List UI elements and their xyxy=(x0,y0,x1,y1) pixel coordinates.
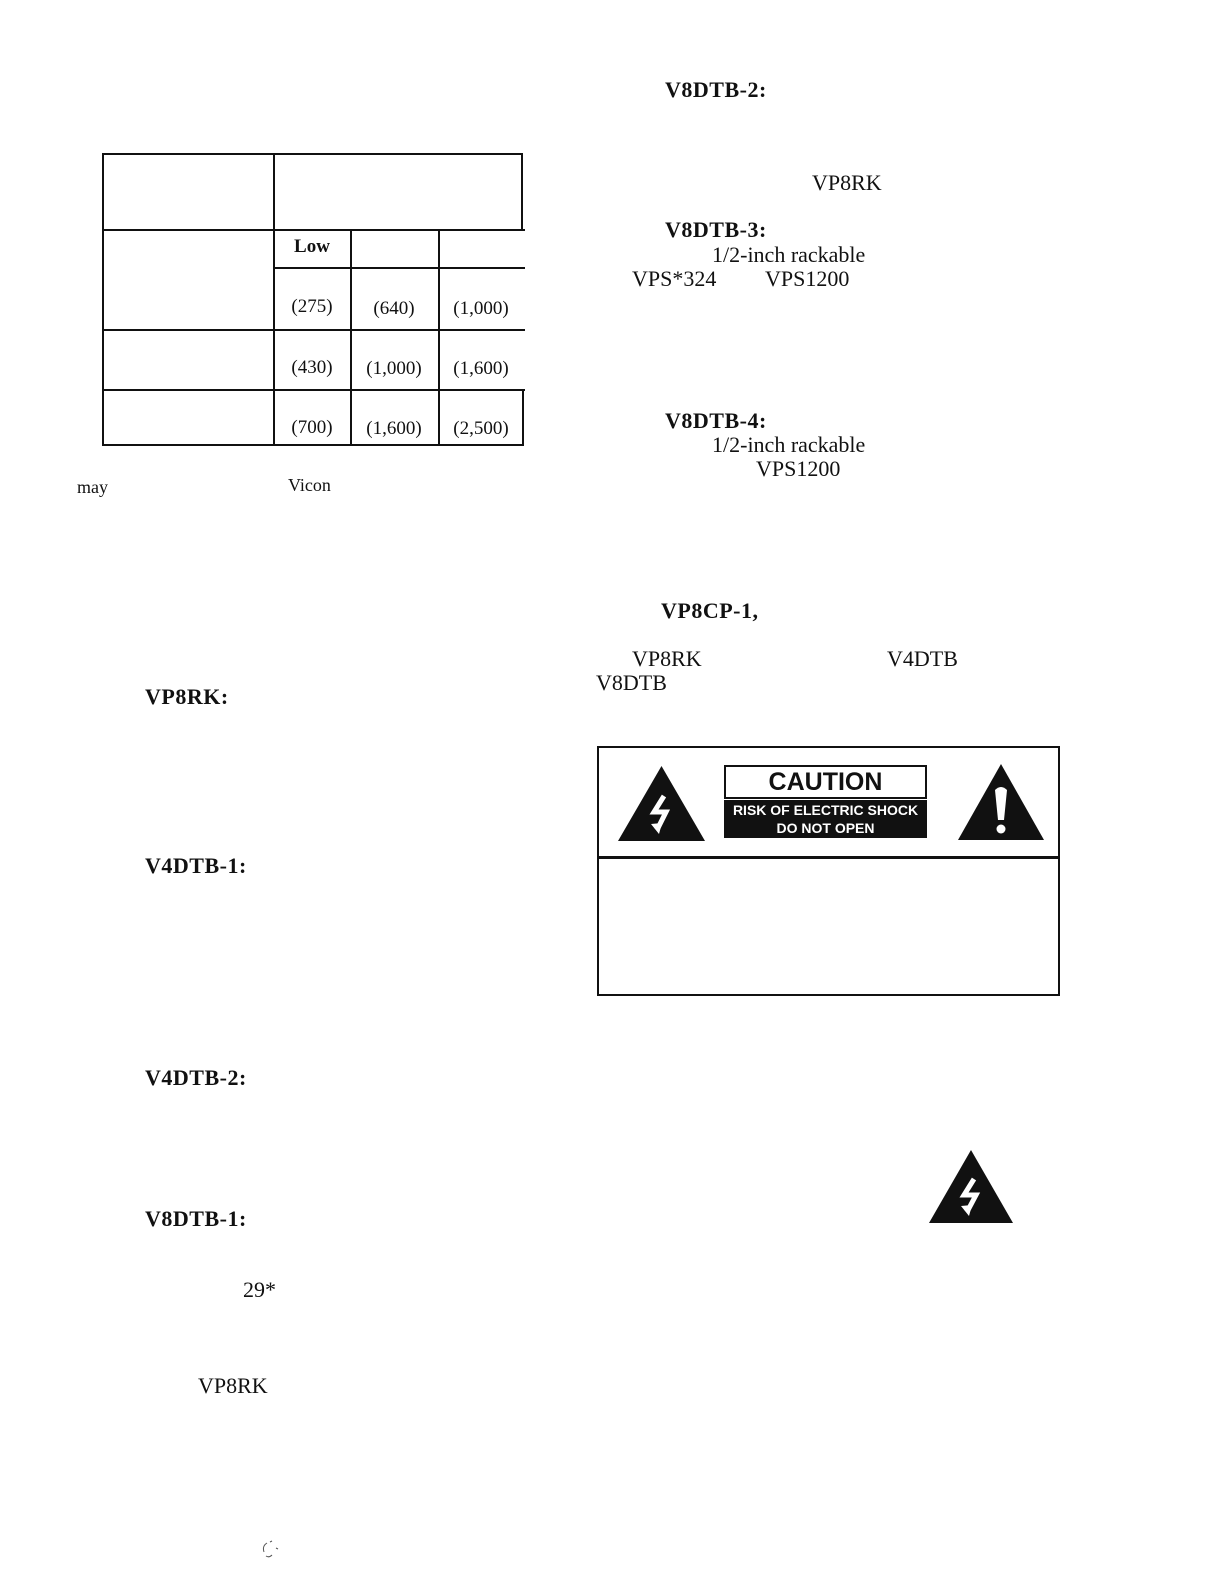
ref-vps1200-b: VPS1200 xyxy=(756,456,841,481)
caution-warning-text xyxy=(724,800,927,838)
ref-v4dtb: V4DTB xyxy=(887,646,958,671)
heading-vp8rk: VP8RK: xyxy=(145,684,229,709)
caution-title: CAUTION xyxy=(724,765,927,799)
table-cell: (1,600) xyxy=(366,418,422,439)
table-cell: (700) xyxy=(291,417,333,438)
table-cell: (2,500) xyxy=(453,418,509,439)
table-cell: (275) xyxy=(291,296,333,317)
v8dtb3-rackable: 1/2-inch rackable xyxy=(712,242,866,267)
lightning-warning-icon xyxy=(618,766,705,841)
table-cell: (1,000) xyxy=(366,358,422,379)
heading-v8dtb-4: V8DTB-4: xyxy=(665,408,767,433)
heading-v4dtb-2: V4DTB-2: xyxy=(145,1065,247,1090)
caution-line-2: DO NOT OPEN xyxy=(776,820,875,836)
ref-vp8rk-2: VP8RK xyxy=(632,646,702,671)
table-cell: (640) xyxy=(373,298,415,319)
ref-vp8rk: VP8RK xyxy=(198,1373,268,1398)
caution-label xyxy=(724,765,927,838)
table-cell: (430) xyxy=(291,357,333,378)
v8dtb4-rackable: 1/2-inch rackable xyxy=(712,432,866,457)
exclamation-warning-icon xyxy=(958,764,1044,840)
note-word-vicon: Vicon xyxy=(288,475,331,495)
table-cell: (1,000) xyxy=(453,298,509,319)
scan-speck xyxy=(258,1538,286,1560)
ref-v8dtb: V8DTB xyxy=(596,670,667,695)
caution-divider xyxy=(597,856,1060,859)
heading-v8dtb-2: V8DTB-2: xyxy=(665,77,767,102)
ref-vp8rk-1: VP8RK xyxy=(812,170,882,195)
note-word-may: may xyxy=(77,477,108,497)
table-cell: (1,600) xyxy=(453,358,509,379)
heading-v4dtb-1: V4DTB-1: xyxy=(145,853,247,878)
lightning-warning-icon xyxy=(929,1150,1013,1223)
heading-v8dtb-1: V8DTB-1: xyxy=(145,1206,247,1231)
heading-vp8cp-1: VP8CP-1, xyxy=(661,598,759,623)
number-29: 29* xyxy=(243,1277,276,1302)
table-header-low: Low xyxy=(294,236,330,257)
caution-line-1: RISK OF ELECTRIC SHOCK xyxy=(732,802,919,818)
heading-v8dtb-3: V8DTB-3: xyxy=(665,217,767,242)
ref-vps324: VPS*324 xyxy=(632,266,717,291)
ref-vps1200-a: VPS1200 xyxy=(765,266,850,291)
